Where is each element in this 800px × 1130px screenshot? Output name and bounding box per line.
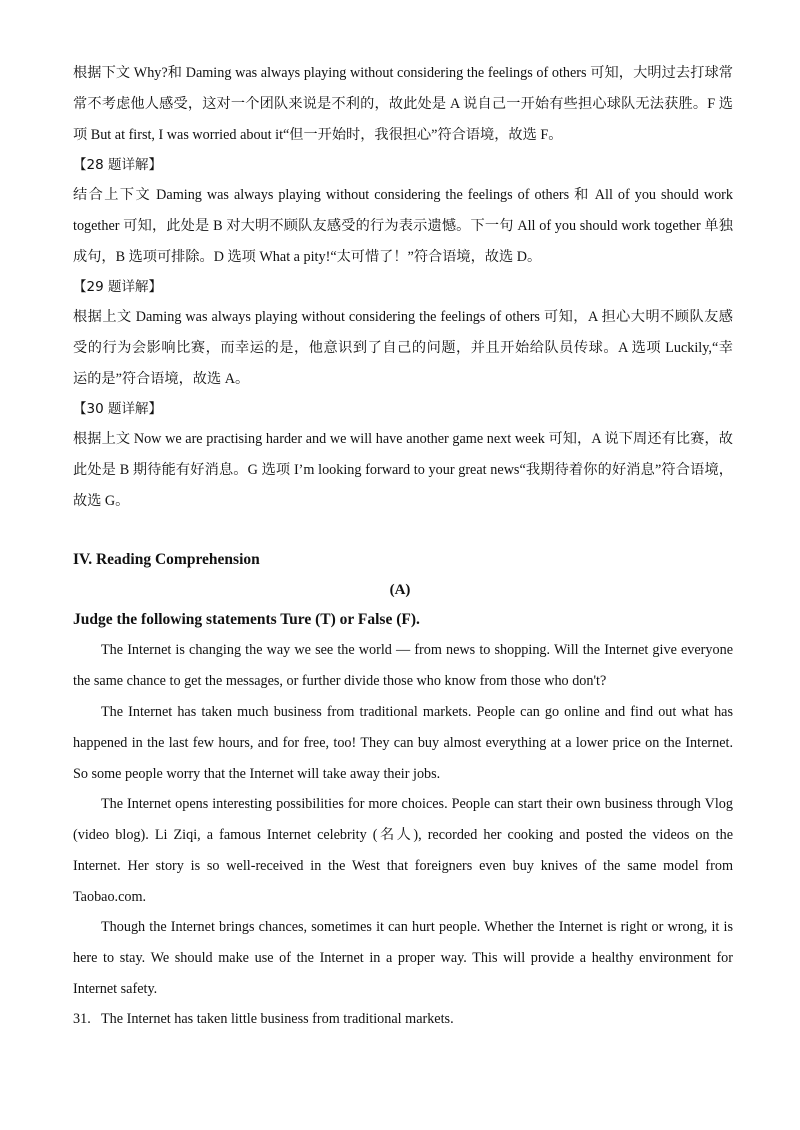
q29-explanation-line-2: 受的行为会影响比赛，而幸运的是，他意识到了自己的问题，并且开始给队员传球。A 选项 Luckily,“幸 [73, 340, 733, 356]
passage-para-2-line-3: So some people worry that the Internet will take away their jobs. [73, 766, 441, 782]
q29-explanation-line-3: 运的是”符合语境，故选 A。 [73, 371, 250, 387]
question-31-number: 31. [73, 1011, 91, 1027]
question-31-text: The Internet has taken little business from traditional markets. [101, 1011, 454, 1027]
q29-heading: 【29 题详解】 [73, 279, 162, 295]
part-label: (A) [389, 582, 411, 598]
q30-explanation-line-1: 根据上文 Now we are practising harder and we will have another game next week 可知，A 说下周还有比赛，故 [73, 431, 733, 447]
passage-para-4-line-3: Internet safety. [73, 981, 158, 997]
passage-para-2-line-2: happened in the last few hours, and for free, too! They can buy almost everything at a lower price on the Internet. [73, 735, 733, 751]
q27-explanation-line-1: 根据下文 Why?和 Daming was always playing without considering the feelings of others 可知，大明过去打球常 [73, 65, 733, 81]
section-title: IV. Reading Comprehension [73, 551, 260, 568]
passage-para-1-line-1: The Internet is changing the way we see the world — from news to shopping. Will the Internet give everyone [101, 642, 733, 658]
passage-para-3-line-1: The Internet opens interesting possibilities for more choices. People can start their own business through Vlog [101, 796, 733, 812]
passage-para-4-line-2: here to stay. We should make use of the Internet in a proper way. This will provide a healthy environment for [73, 950, 733, 966]
passage-para-3-line-3: Internet. Her story is so well-received in the West that foreigners even buy knives of the same model from [73, 858, 733, 874]
q27-explanation-line-3: 项 But at first, I was worried about it“但一开始时，我很担心”符合语境，故选 F。 [73, 127, 563, 143]
passage-para-1-line-2: the same chance to get the messages, or further divide those who know from those who don't? [73, 673, 607, 689]
q28-heading: 【28 题详解】 [73, 157, 162, 173]
q27-explanation-line-2: 常不考虑他人感受，这对一个团队来说是不利的，故此处是 A 说自己一开始有些担心球队无法获胜。F 选 [73, 96, 733, 112]
q30-explanation-line-3: 故选 G。 [73, 493, 130, 509]
passage-para-2-line-1: The Internet has taken much business from traditional markets. People can go online and find out what has [101, 704, 733, 720]
passage-para-4-line-1: Though the Internet brings chances, sometimes it can hurt people. Whether the Internet is right or wrong, it is [101, 919, 733, 935]
q29-explanation-line-1: 根据上文 Daming was always playing without considering the feelings of others 可知，A 担心大明不顾队友感 [73, 309, 733, 325]
instruction: Judge the following statements Ture (T) or False (F). [73, 611, 420, 628]
q28-explanation-line-2: together 可知，此处是 B 对大明不顾队友感受的行为表示遗憾。下一句 All of you should work together 单独 [73, 218, 733, 234]
q28-explanation-line-1: 结合上下文 Daming was always playing without considering the feelings of others 和 All of you should work [73, 187, 733, 203]
q30-explanation-line-2: 此处是 B 期待能有好消息。G 选项 I’m looking forward to your great news“我期待着你的好消息”符合语境， [73, 462, 733, 478]
passage-para-3-line-4: Taobao.com. [73, 889, 147, 905]
passage-para-3-line-2: (video blog). Li Ziqi, a famous Internet celebrity (名人), recorded her cooking and posted the videos on the [73, 827, 733, 843]
q28-explanation-line-3: 成句，B 选项可排除。D 选项 What a pity!“太可惜了！”符合语境，故选 D。 [73, 249, 542, 265]
q30-heading: 【30 题详解】 [73, 401, 162, 417]
